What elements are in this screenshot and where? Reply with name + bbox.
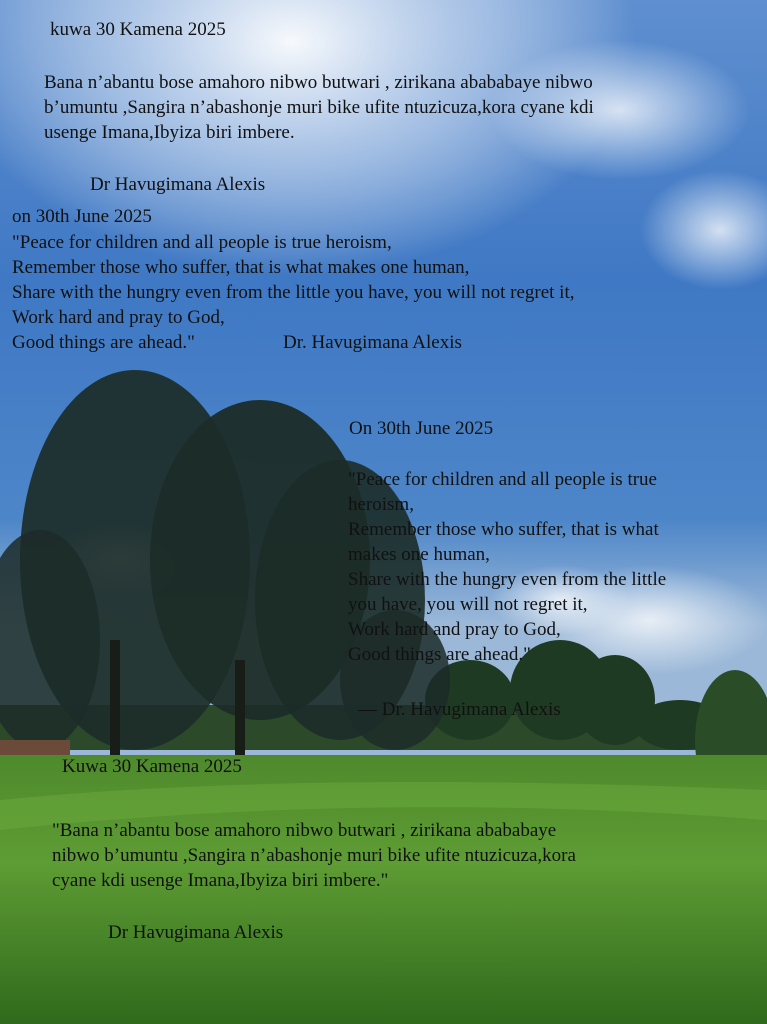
kinyarwanda-top-author: Dr Havugimana Alexis (90, 174, 266, 195)
kinyarwanda-bottom-message: "Bana n’abantu bose amahoro nibwo butwari , zirikana abababaye nibwo b’umuntu ,Sangira n’abashonje muri bike ufite ntuzicuza,kora cyane kdi usenge Imana,Ibyiza biri imbere." (52, 820, 576, 891)
kinyarwanda-bottom-author: Dr Havugimana Alexis (108, 922, 284, 943)
kinyarwanda-top-date: kuwa 30 Kamena 2025 (50, 19, 226, 40)
english-left-message: "Peace for children and all people is true heroism, Remember those who suffer, that is what makes one human, Share with the hungry even from the little you have, you will not regret it, Work hard and pray to God, Good things are ahead." (12, 232, 575, 353)
english-left-author: Dr. Havugimana Alexis (283, 332, 462, 353)
english-right-message: "Peace for children and all people is true heroism, Remember those who suffer, that is what makes one human, Share with the hungry even from the little you have, you will not regret it, Work hard and pray to God, Good things are ahead." (348, 469, 667, 665)
english-right-author: — Dr. Havugimana Alexis (358, 699, 561, 720)
english-left-date: on 30th June 2025 (12, 206, 152, 227)
kinyarwanda-top-message: Bana n’abantu bose amahoro nibwo butwari , zirikana abababaye nibwo b’umuntu ,Sangira n’abashonje muri bike ufite ntuzicuza,kora cyane kdi usenge Imana,Ibyiza biri imbere. (44, 72, 594, 143)
english-right-date: On 30th June 2025 (349, 418, 494, 439)
kinyarwanda-bottom-date: Kuwa 30 Kamena 2025 (62, 756, 242, 777)
